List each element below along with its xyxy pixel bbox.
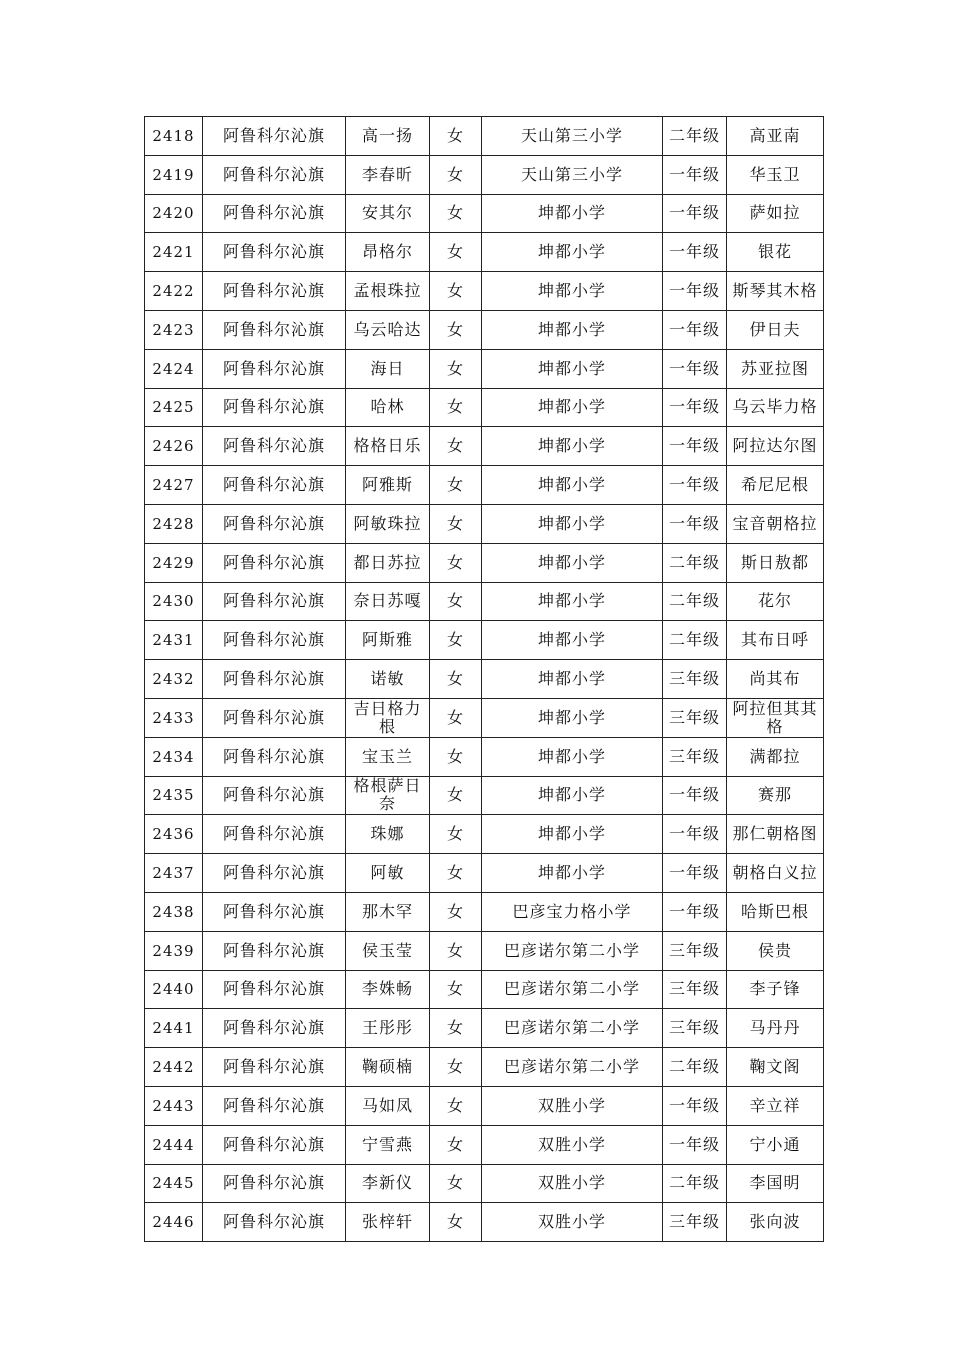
- student-name-cell: 鞠硕楠: [346, 1048, 430, 1087]
- grade-cell: 一年级: [663, 388, 727, 427]
- table-row: [145, 543, 824, 582]
- gender-cell: 女: [430, 931, 482, 970]
- student-name-cell: 都日苏拉: [346, 543, 430, 582]
- gender-cell: 女: [430, 776, 482, 815]
- table-row: [145, 931, 824, 970]
- row-number-cell: 2439: [145, 931, 203, 970]
- grade-cell: 一年级: [663, 233, 727, 272]
- school-cell: 坤都小学: [482, 427, 663, 466]
- gender-cell: 女: [430, 272, 482, 311]
- school-cell: 巴彦诺尔第二小学: [482, 931, 663, 970]
- district-cell: 阿鲁科尔沁旗: [203, 892, 346, 931]
- teacher-cell: 李国明: [727, 1164, 824, 1203]
- district-cell: 阿鲁科尔沁旗: [203, 427, 346, 466]
- table-row: [145, 582, 824, 621]
- table-row: [145, 233, 824, 272]
- grade-cell: 一年级: [663, 776, 727, 815]
- gender-cell: 女: [430, 1125, 482, 1164]
- gender-cell: 女: [430, 504, 482, 543]
- student-name-cell: 格根萨日奈: [346, 776, 430, 815]
- table-row: [145, 1086, 824, 1125]
- district-cell: 阿鲁科尔沁旗: [203, 504, 346, 543]
- table-row: [145, 1203, 824, 1242]
- school-cell: 天山第三小学: [482, 155, 663, 194]
- table-row: [145, 1125, 824, 1164]
- table-row: [145, 892, 824, 931]
- student-name-cell: 海日: [346, 349, 430, 388]
- table-row: [145, 272, 824, 311]
- school-cell: 坤都小学: [482, 543, 663, 582]
- school-cell: 双胜小学: [482, 1086, 663, 1125]
- student-name-cell: 阿敏: [346, 854, 430, 893]
- grade-cell: 二年级: [663, 117, 727, 156]
- gender-cell: 女: [430, 698, 482, 737]
- school-cell: 坤都小学: [482, 504, 663, 543]
- student-name-cell: 李春昕: [346, 155, 430, 194]
- table-row: [145, 1164, 824, 1203]
- school-cell: 坤都小学: [482, 233, 663, 272]
- school-cell: 坤都小学: [482, 349, 663, 388]
- gender-cell: 女: [430, 155, 482, 194]
- student-name-cell: 张梓轩: [346, 1203, 430, 1242]
- row-number-cell: 2419: [145, 155, 203, 194]
- school-cell: 巴彦诺尔第二小学: [482, 970, 663, 1009]
- row-number-cell: 2433: [145, 698, 203, 737]
- school-cell: 坤都小学: [482, 194, 663, 233]
- table-row: [145, 194, 824, 233]
- teacher-cell: 马丹丹: [727, 1009, 824, 1048]
- student-name-cell: 安其尔: [346, 194, 430, 233]
- school-cell: 巴彦诺尔第二小学: [482, 1048, 663, 1087]
- school-cell: 双胜小学: [482, 1125, 663, 1164]
- grade-cell: 一年级: [663, 854, 727, 893]
- district-cell: 阿鲁科尔沁旗: [203, 466, 346, 505]
- gender-cell: 女: [430, 233, 482, 272]
- school-cell: 天山第三小学: [482, 117, 663, 156]
- teacher-cell: 阿拉达尔图: [727, 427, 824, 466]
- student-name-cell: 阿敏珠拉: [346, 504, 430, 543]
- grade-cell: 一年级: [663, 194, 727, 233]
- district-cell: 阿鲁科尔沁旗: [203, 970, 346, 1009]
- teacher-cell: 高亚南: [727, 117, 824, 156]
- school-cell: 巴彦诺尔第二小学: [482, 1009, 663, 1048]
- district-cell: 阿鲁科尔沁旗: [203, 310, 346, 349]
- teacher-cell: 斯琴其木格: [727, 272, 824, 311]
- grade-cell: 三年级: [663, 931, 727, 970]
- grade-cell: 一年级: [663, 272, 727, 311]
- district-cell: 阿鲁科尔沁旗: [203, 543, 346, 582]
- table-row: [145, 1009, 824, 1048]
- row-number-cell: 2427: [145, 466, 203, 505]
- row-number-cell: 2429: [145, 543, 203, 582]
- school-cell: 双胜小学: [482, 1164, 663, 1203]
- table-row: [145, 466, 824, 505]
- grade-cell: 一年级: [663, 815, 727, 854]
- teacher-cell: 斯日敖都: [727, 543, 824, 582]
- gender-cell: 女: [430, 1203, 482, 1242]
- student-name-cell: 珠娜: [346, 815, 430, 854]
- grade-cell: 三年级: [663, 970, 727, 1009]
- school-cell: 坤都小学: [482, 854, 663, 893]
- district-cell: 阿鲁科尔沁旗: [203, 1048, 346, 1087]
- district-cell: 阿鲁科尔沁旗: [203, 272, 346, 311]
- grade-cell: 一年级: [663, 892, 727, 931]
- student-name-cell: 宁雪燕: [346, 1125, 430, 1164]
- district-cell: 阿鲁科尔沁旗: [203, 854, 346, 893]
- row-number-cell: 2431: [145, 621, 203, 660]
- row-number-cell: 2446: [145, 1203, 203, 1242]
- teacher-cell: 张向波: [727, 1203, 824, 1242]
- table-row: [145, 504, 824, 543]
- gender-cell: 女: [430, 310, 482, 349]
- table-row: [145, 660, 824, 699]
- school-cell: 坤都小学: [482, 776, 663, 815]
- table-row: [145, 388, 824, 427]
- teacher-cell: 宝音朝格拉: [727, 504, 824, 543]
- district-cell: 阿鲁科尔沁旗: [203, 1125, 346, 1164]
- row-number-cell: 2430: [145, 582, 203, 621]
- district-cell: 阿鲁科尔沁旗: [203, 349, 346, 388]
- teacher-cell: 朝格白义拉: [727, 854, 824, 893]
- teacher-cell: 苏亚拉图: [727, 349, 824, 388]
- student-name-cell: 乌云哈达: [346, 310, 430, 349]
- grade-cell: 三年级: [663, 1009, 727, 1048]
- student-name-cell: 吉日格力根: [346, 698, 430, 737]
- district-cell: 阿鲁科尔沁旗: [203, 155, 346, 194]
- row-number-cell: 2438: [145, 892, 203, 931]
- teacher-cell: 伊日夫: [727, 310, 824, 349]
- grade-cell: 三年级: [663, 1203, 727, 1242]
- teacher-cell: 萨如拉: [727, 194, 824, 233]
- grade-cell: 一年级: [663, 155, 727, 194]
- table-row: [145, 698, 824, 737]
- grade-cell: 一年级: [663, 466, 727, 505]
- row-number-cell: 2441: [145, 1009, 203, 1048]
- student-name-cell: 阿斯雅: [346, 621, 430, 660]
- row-number-cell: 2435: [145, 776, 203, 815]
- grade-cell: 二年级: [663, 543, 727, 582]
- student-name-cell: 阿雅斯: [346, 466, 430, 505]
- teacher-cell: 宁小通: [727, 1125, 824, 1164]
- teacher-cell: 哈斯巴根: [727, 892, 824, 931]
- row-number-cell: 2420: [145, 194, 203, 233]
- student-name-cell: 高一扬: [346, 117, 430, 156]
- teacher-cell: 那仁朝格图: [727, 815, 824, 854]
- gender-cell: 女: [430, 543, 482, 582]
- school-cell: 巴彦宝力格小学: [482, 892, 663, 931]
- grade-cell: 二年级: [663, 621, 727, 660]
- school-cell: 坤都小学: [482, 737, 663, 776]
- district-cell: 阿鲁科尔沁旗: [203, 1086, 346, 1125]
- gender-cell: 女: [430, 582, 482, 621]
- roster-table: [144, 116, 824, 1242]
- student-name-cell: 格格日乐: [346, 427, 430, 466]
- school-cell: 坤都小学: [482, 815, 663, 854]
- student-name-cell: 马如凤: [346, 1086, 430, 1125]
- district-cell: 阿鲁科尔沁旗: [203, 621, 346, 660]
- student-name-cell: 李新仪: [346, 1164, 430, 1203]
- student-name-cell: 奈日苏嘎: [346, 582, 430, 621]
- grade-cell: 一年级: [663, 504, 727, 543]
- row-number-cell: 2423: [145, 310, 203, 349]
- teacher-cell: 辛立祥: [727, 1086, 824, 1125]
- gender-cell: 女: [430, 1009, 482, 1048]
- grade-cell: 一年级: [663, 1125, 727, 1164]
- teacher-cell: 阿拉但其其格: [727, 698, 824, 737]
- gender-cell: 女: [430, 117, 482, 156]
- teacher-cell: 鞠文阁: [727, 1048, 824, 1087]
- gender-cell: 女: [430, 1164, 482, 1203]
- teacher-cell: 尚其布: [727, 660, 824, 699]
- document-page: [144, 116, 823, 1242]
- district-cell: 阿鲁科尔沁旗: [203, 1203, 346, 1242]
- table-row: [145, 621, 824, 660]
- gender-cell: 女: [430, 388, 482, 427]
- row-number-cell: 2422: [145, 272, 203, 311]
- gender-cell: 女: [430, 660, 482, 699]
- grade-cell: 三年级: [663, 737, 727, 776]
- student-name-cell: 哈林: [346, 388, 430, 427]
- school-cell: 坤都小学: [482, 621, 663, 660]
- gender-cell: 女: [430, 194, 482, 233]
- gender-cell: 女: [430, 737, 482, 776]
- district-cell: 阿鲁科尔沁旗: [203, 660, 346, 699]
- teacher-cell: 侯贵: [727, 931, 824, 970]
- student-name-cell: 诺敏: [346, 660, 430, 699]
- gender-cell: 女: [430, 427, 482, 466]
- district-cell: 阿鲁科尔沁旗: [203, 233, 346, 272]
- gender-cell: 女: [430, 854, 482, 893]
- grade-cell: 一年级: [663, 427, 727, 466]
- student-name-cell: 那木罕: [346, 892, 430, 931]
- teacher-cell: 华玉卫: [727, 155, 824, 194]
- teacher-cell: 其布日呼: [727, 621, 824, 660]
- row-number-cell: 2436: [145, 815, 203, 854]
- student-name-cell: 侯玉莹: [346, 931, 430, 970]
- gender-cell: 女: [430, 349, 482, 388]
- row-number-cell: 2440: [145, 970, 203, 1009]
- student-name-cell: 王彤彤: [346, 1009, 430, 1048]
- school-cell: 坤都小学: [482, 272, 663, 311]
- teacher-cell: 希尼尼根: [727, 466, 824, 505]
- student-name-cell: 孟根珠拉: [346, 272, 430, 311]
- table-row: [145, 970, 824, 1009]
- grade-cell: 一年级: [663, 310, 727, 349]
- row-number-cell: 2437: [145, 854, 203, 893]
- row-number-cell: 2444: [145, 1125, 203, 1164]
- row-number-cell: 2421: [145, 233, 203, 272]
- gender-cell: 女: [430, 815, 482, 854]
- row-number-cell: 2443: [145, 1086, 203, 1125]
- grade-cell: 二年级: [663, 1164, 727, 1203]
- district-cell: 阿鲁科尔沁旗: [203, 1164, 346, 1203]
- gender-cell: 女: [430, 1048, 482, 1087]
- row-number-cell: 2432: [145, 660, 203, 699]
- district-cell: 阿鲁科尔沁旗: [203, 388, 346, 427]
- table-row: [145, 1048, 824, 1087]
- school-cell: 双胜小学: [482, 1203, 663, 1242]
- district-cell: 阿鲁科尔沁旗: [203, 117, 346, 156]
- district-cell: 阿鲁科尔沁旗: [203, 1009, 346, 1048]
- school-cell: 坤都小学: [482, 582, 663, 621]
- student-name-cell: 宝玉兰: [346, 737, 430, 776]
- district-cell: 阿鲁科尔沁旗: [203, 776, 346, 815]
- teacher-cell: 李子锋: [727, 970, 824, 1009]
- table-row: [145, 117, 824, 156]
- row-number-cell: 2434: [145, 737, 203, 776]
- district-cell: 阿鲁科尔沁旗: [203, 582, 346, 621]
- district-cell: 阿鲁科尔沁旗: [203, 698, 346, 737]
- grade-cell: 三年级: [663, 660, 727, 699]
- table-row: [145, 776, 824, 815]
- gender-cell: 女: [430, 466, 482, 505]
- grade-cell: 一年级: [663, 1086, 727, 1125]
- table-row: [145, 310, 824, 349]
- table-row: [145, 854, 824, 893]
- gender-cell: 女: [430, 1086, 482, 1125]
- teacher-cell: 花尔: [727, 582, 824, 621]
- teacher-cell: 乌云毕力格: [727, 388, 824, 427]
- gender-cell: 女: [430, 892, 482, 931]
- teacher-cell: 赛那: [727, 776, 824, 815]
- school-cell: 坤都小学: [482, 466, 663, 505]
- row-number-cell: 2418: [145, 117, 203, 156]
- row-number-cell: 2425: [145, 388, 203, 427]
- row-number-cell: 2426: [145, 427, 203, 466]
- school-cell: 坤都小学: [482, 388, 663, 427]
- school-cell: 坤都小学: [482, 310, 663, 349]
- table-row: [145, 737, 824, 776]
- district-cell: 阿鲁科尔沁旗: [203, 737, 346, 776]
- table-row: [145, 349, 824, 388]
- teacher-cell: 银花: [727, 233, 824, 272]
- row-number-cell: 2442: [145, 1048, 203, 1087]
- row-number-cell: 2445: [145, 1164, 203, 1203]
- table-row: [145, 815, 824, 854]
- gender-cell: 女: [430, 970, 482, 1009]
- teacher-cell: 满都拉: [727, 737, 824, 776]
- grade-cell: 三年级: [663, 698, 727, 737]
- gender-cell: 女: [430, 621, 482, 660]
- grade-cell: 一年级: [663, 349, 727, 388]
- roster-table-body: [145, 117, 824, 1242]
- table-row: [145, 427, 824, 466]
- district-cell: 阿鲁科尔沁旗: [203, 815, 346, 854]
- student-name-cell: 昂格尔: [346, 233, 430, 272]
- grade-cell: 二年级: [663, 1048, 727, 1087]
- student-name-cell: 李姝畅: [346, 970, 430, 1009]
- table-row: [145, 155, 824, 194]
- row-number-cell: 2428: [145, 504, 203, 543]
- row-number-cell: 2424: [145, 349, 203, 388]
- school-cell: 坤都小学: [482, 698, 663, 737]
- district-cell: 阿鲁科尔沁旗: [203, 194, 346, 233]
- grade-cell: 二年级: [663, 582, 727, 621]
- district-cell: 阿鲁科尔沁旗: [203, 931, 346, 970]
- school-cell: 坤都小学: [482, 660, 663, 699]
